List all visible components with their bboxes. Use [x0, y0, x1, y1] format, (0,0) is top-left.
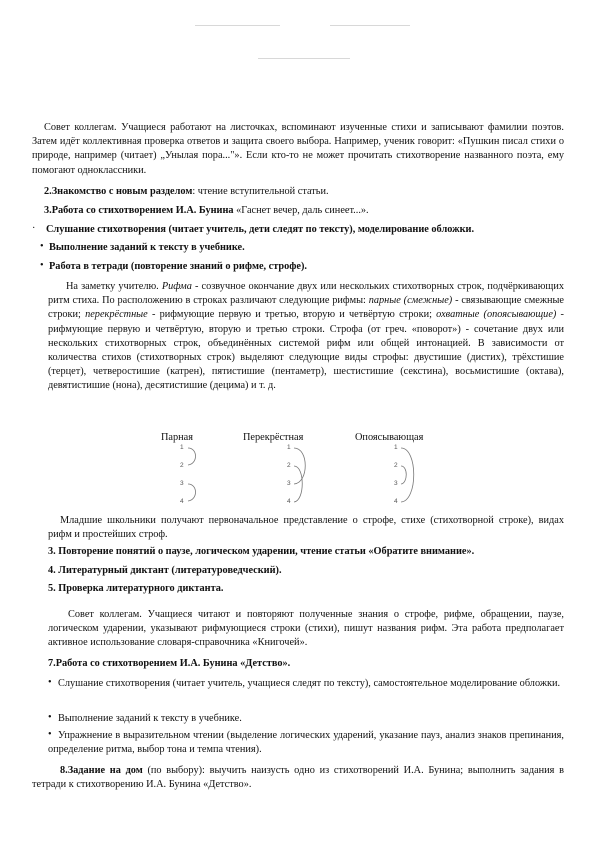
item-5-check: 5. Проверка литературного диктанта.	[48, 583, 224, 594]
bullet-listening: Слушание стихотворения (читает учитель, дети следят по тексту), моделирование обложки.	[46, 224, 475, 235]
item-2	[44, 185, 564, 199]
item-7: 7.Работа со стихотворением И.А. Бунина «Детство».	[48, 658, 291, 669]
item-3	[44, 204, 564, 218]
bullet-dot: ·	[32, 223, 36, 234]
item-4-dictation: 4. Литературный диктант (литературоведческий).	[48, 565, 282, 576]
scheme-opoyasyvayushchaya-arcs	[398, 444, 438, 514]
teacher-note	[48, 280, 564, 394]
header-rule-left	[195, 25, 280, 26]
bullet-dot: •	[48, 712, 52, 723]
line-number: 3	[287, 480, 291, 487]
line-number: 3	[394, 480, 398, 487]
term-perekrestnye: перекрёстные	[85, 309, 148, 321]
bullet-textbook: Выполнение заданий к тексту в учебнике.	[49, 242, 245, 253]
term-parnye: парные (смежные)	[368, 295, 453, 307]
term-rifma: Рифма	[161, 281, 192, 292]
note-text-3: - рифмующие первую и третью, вторую и четвёртую строки;	[147, 309, 437, 321]
bullet7-textbook: Выполнение заданий к тексту в учебнике.	[58, 713, 242, 724]
item-3-review: 3. Повторение понятий о паузе, логическом ударении, чтение статьи «Обратите внимание».	[48, 546, 475, 557]
item-8-text: (по выбору): выучить наизусть одно из стихотворений И.А. Бунина; выполнить задания в тетради к стихотворению И.А. Бунина «Детство».	[32, 765, 564, 791]
bullet-dot: •	[48, 729, 52, 740]
bullet7-listening: Слушание стихотворения (читает учитель, учащиеся следят по тексту), самостоятельное моделирование обложки.	[58, 678, 561, 689]
scheme-label-opoyasyvayushchaya: Опоясывающая	[355, 432, 424, 443]
note-text-4: - рифмующие первую и четвёртую, вторую и третью строки. Строфа (от греч. «поворот») - сочетание двух или нескольких стихотворных строк, объединённых системой рифм или общей интонацией. В зависимости от количества стихов (стихотворных строк) выделяют следующие виды строфы: двустишие (дистих), трёхстишие (терцет), четверостишие (катрен), пятистишие (пентаметр), шестистишие (секстина), восьмистишие (октава), девятистишие (нона), десятистишие (децима) и т. д.	[48, 309, 564, 392]
line-number: 4	[287, 498, 291, 505]
scheme-perekrestnaya-arcs	[291, 444, 331, 514]
line-number: 3	[180, 480, 184, 487]
header-rule-right	[330, 25, 410, 26]
bullet-dot: •	[40, 241, 44, 252]
line-number: 2	[394, 462, 398, 469]
line-number: 4	[180, 498, 184, 505]
scheme-parnaya-arcs	[184, 444, 214, 514]
item-2-text: : чтение вступительной статьи.	[192, 186, 329, 197]
line-number: 2	[180, 462, 184, 469]
header-rule-center	[258, 58, 350, 59]
item-3-text: «Гаснет вечер, даль синеет...».	[233, 205, 369, 216]
bullet-dot: •	[48, 677, 52, 688]
scheme-label-perekrestnaya: Перекрёстная	[243, 432, 304, 443]
note-text-1: - созвучное окончание двух или нескольких стихотворных строк, подчёркивающих ритм стиха. По расположению в строках различают следующие рифмы:	[48, 281, 564, 307]
bullet-notebook: Работа в тетради (повторение знаний о рифме, строфе).	[49, 261, 307, 272]
paragraph-sovet-1: Совет коллегам. Учащиеся работают на листочках, вспоминают изученные стихи и записывают фамилии поэтов. Затем идёт коллективная проверка ответов и защита своего выбора. Например, ученик говорит: «Пушкин писал стихи о природе, например (читает) „Унылая пора..."». Если кто-то не может прочитать стихотворение названного поэта, ему помогают одноклассники.	[32, 122, 564, 176]
item-8-homework	[32, 764, 564, 792]
note-intro: На заметку учителю.	[66, 281, 162, 292]
item-3-title: 3.Работа со стихотворением И.А. Бунина	[44, 205, 234, 216]
item-8-title: 8.Задание на дом	[60, 765, 143, 776]
line-number: 1	[287, 444, 291, 451]
paragraph-young-students: Младшие школьники получают первоначальное представление о строфе, стихе (стихотворной строке), видах рифм и простейших строф.	[48, 515, 564, 541]
line-number: 1	[180, 444, 184, 451]
scheme-label-parnaya: Парная	[161, 432, 193, 443]
paragraph-sovet-2: Совет коллегам. Учащиеся читают и повторяют полученные знания о строфе, рифме, обращении, паузе, логическом ударении, указывают рифмующиеся строки (стихи), пишут названия рифм. Эта работа предполагает активное использование словаря-справочника «Книгочей».	[48, 609, 564, 649]
line-number: 2	[287, 462, 291, 469]
term-ohvatnye: охватные (опоясывающие)	[436, 309, 557, 321]
note-text-2: - связывающие смежные строки;	[48, 295, 564, 321]
bullet-dot: •	[40, 260, 44, 271]
line-number: 1	[394, 444, 398, 451]
bullet7-reading: Упражнение в выразительном чтении (выделение логических ударений, указание пауз, анализ знаков препинания, определение ритма, выбор тона и темпа чтения).	[48, 730, 564, 756]
item-2-title: 2.Знакомство с новым разделом	[44, 186, 193, 197]
line-number: 4	[394, 498, 398, 505]
